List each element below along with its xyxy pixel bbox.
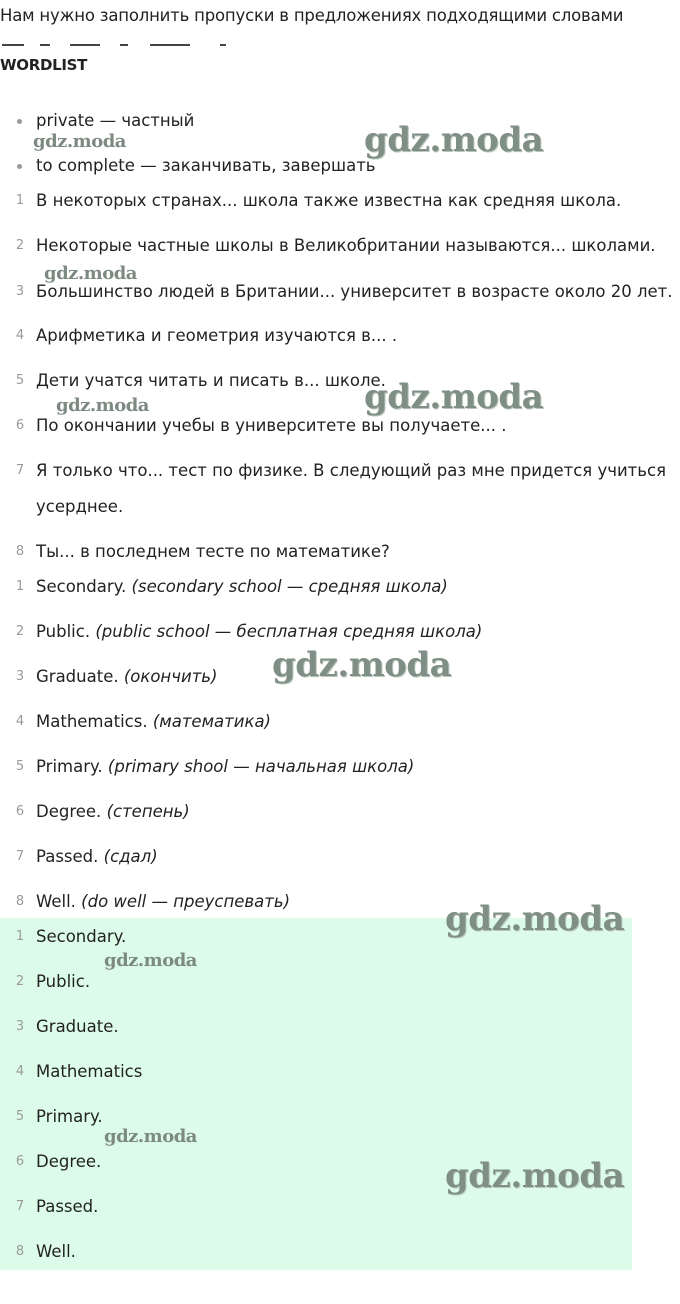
bullet-icon — [17, 119, 22, 124]
task-text: В некоторых странах... школа также известна как средняя школа. — [36, 191, 622, 210]
answer-word: Primary. — [36, 757, 103, 776]
answer-text: Passed. — [36, 1197, 99, 1216]
task-text: По окончании учебы в университете вы получаете... . — [36, 416, 507, 435]
answer-word: Mathematics. — [36, 712, 148, 731]
answer-word: Well. — [36, 892, 76, 911]
watermark: gdz.moda — [44, 263, 137, 284]
intro-text: Нам нужно заполнить пропуски в предложениях подходящими словами — [0, 6, 624, 25]
task-text: Дети учатся читать и писать в... школе. — [36, 371, 386, 390]
watermark: gdz.moda — [445, 1156, 625, 1196]
cut-off-line — [0, 40, 230, 48]
task-number: 1 — [15, 193, 25, 208]
answer-note: (математика) — [152, 712, 271, 731]
task-number: 7 — [15, 463, 25, 478]
answer-text: Degree. — [36, 1152, 102, 1171]
answer-number: 4 — [15, 714, 25, 729]
task-number: 2 — [15, 238, 25, 253]
task-number: 8 — [15, 544, 25, 559]
answer-text: Graduate. — [36, 1017, 119, 1036]
watermark: gdz.moda — [104, 950, 197, 971]
answer-number: 6 — [15, 804, 25, 819]
watermark: gdz.moda — [56, 395, 149, 416]
watermark: gdz.moda — [272, 645, 452, 685]
answer-note: (primary shool — начальная школа) — [107, 757, 415, 776]
task-text-line2: усерднее. — [36, 497, 124, 516]
answer-text: Mathematics — [36, 1062, 143, 1081]
watermark: gdz.moda — [445, 899, 625, 939]
answer-text: Secondary. — [36, 927, 127, 946]
answer-note: (public school — бесплатная средняя школа) — [95, 622, 483, 641]
watermark: gdz.moda — [33, 131, 126, 152]
answer-text: Public. — [36, 972, 91, 991]
task-text: Некоторые частные школы в Великобритании называются... школами. — [36, 236, 656, 255]
answer-number: 8 — [15, 894, 25, 909]
answer-word: Degree. — [36, 802, 102, 821]
answer-number: 5 — [15, 1109, 25, 1124]
watermark: gdz.moda — [364, 120, 544, 160]
task-text: Ты... в последнем тесте по математике? — [36, 542, 390, 561]
wordlist-item-text: private — частный — [36, 111, 195, 130]
task-number: 4 — [15, 328, 25, 343]
answer-note: (secondary school — средняя школа) — [131, 577, 448, 596]
watermark: gdz.moda — [104, 1126, 197, 1147]
wordlist-item-text: to complete — заканчивать, завершать — [36, 156, 376, 175]
wordlist-heading: WORDLIST — [0, 56, 88, 74]
answer-number: 8 — [15, 1244, 25, 1259]
task-text-line1: Я только что... тест по физике. В следующий раз мне придется учиться — [36, 461, 667, 480]
answer-word: Passed. — [36, 847, 99, 866]
answer-note: (окончить) — [123, 667, 218, 686]
answer-text: Well. — [36, 1242, 76, 1261]
answer-number: 3 — [15, 1019, 25, 1034]
bullet-icon — [17, 164, 22, 169]
answer-note: (степень) — [106, 802, 190, 821]
task-text: Арифметика и геометрия изучаются в... . — [36, 326, 398, 345]
answer-number: 3 — [15, 669, 25, 684]
answer-number: 1 — [15, 929, 25, 944]
answer-note: (do well — преуспевать) — [81, 892, 291, 911]
answer-number: 2 — [15, 624, 25, 639]
answer-note: (сдал) — [103, 847, 158, 866]
answer-word: Secondary. — [36, 577, 127, 596]
answer-number: 1 — [15, 579, 25, 594]
answer-word: Graduate. — [36, 667, 119, 686]
answer-word: Public. — [36, 622, 91, 641]
answer-text: Primary. — [36, 1107, 103, 1126]
answer-number: 5 — [15, 759, 25, 774]
task-number: 6 — [15, 418, 25, 433]
answer-number: 2 — [15, 974, 25, 989]
task-number: 3 — [15, 284, 25, 299]
task-text: Большинство людей в Британии... университет в возрасте около 20 лет. — [36, 282, 673, 301]
answer-number: 6 — [15, 1154, 25, 1169]
answer-number: 7 — [15, 1199, 25, 1214]
answer-number: 7 — [15, 849, 25, 864]
watermark: gdz.moda — [364, 377, 544, 417]
answer-number: 4 — [15, 1064, 25, 1079]
task-number: 5 — [15, 373, 25, 388]
